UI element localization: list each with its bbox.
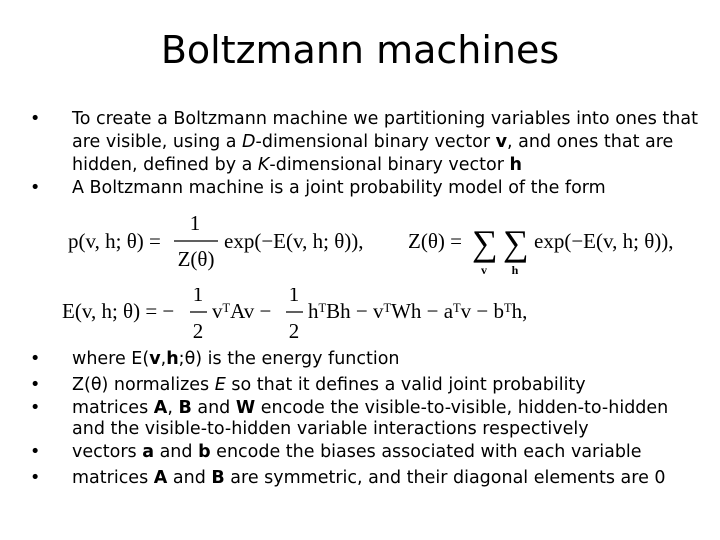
bullet-normalization [30, 373, 700, 399]
vector-v: v [495, 132, 508, 152]
matrix-B: B [211, 467, 225, 488]
detail-bullet-list [30, 347, 700, 491]
bullet-text: matrices [72, 467, 154, 488]
bullet-text: matrices [72, 398, 154, 418]
bullet-text: and [154, 442, 199, 462]
bullet-marker: • [30, 374, 41, 395]
matrix-A: A [153, 398, 168, 418]
energy-E: E [214, 374, 226, 395]
sum-index-v: v [481, 263, 487, 277]
intro-bullet-list [30, 108, 700, 200]
bullet-marker: • [30, 442, 41, 462]
sum-index-h: h [511, 263, 519, 277]
e-half1-numerator: 1 [192, 288, 204, 306]
bullet-text: vectors [72, 442, 143, 462]
probability-equation [68, 208, 708, 280]
p-fraction-numerator: 1 [189, 211, 201, 235]
vector-b: b [198, 442, 211, 462]
bullet-text: A Boltzmann machine is a joint probability model of the form [72, 178, 606, 198]
bullet-text: To create a Boltzmann machine we partitioning variables into ones that are visible, using a [72, 109, 698, 152]
dimension-D: D [242, 132, 256, 152]
matrix-A: A [153, 467, 168, 488]
bullet-text: where E( [72, 349, 150, 369]
bullet-marker: • [30, 349, 41, 369]
bullet-text: ;θ) is the energy function [178, 349, 400, 369]
bullet-marker: • [30, 178, 41, 198]
bullet-text: encode the biases associated with each variable [210, 442, 642, 462]
z-rhs: exp(−E(v, h; θ)), [534, 229, 674, 253]
bullet-text: and [191, 398, 236, 418]
bullet-marker: • [30, 467, 41, 488]
p-fraction-denominator: Z(θ) [177, 247, 215, 271]
bullet-interaction-matrices [30, 398, 700, 440]
e-half1-denominator: 2 [192, 319, 204, 343]
bullet-marker: • [30, 109, 41, 129]
e-term2: hᵀBh − vᵀWh − aᵀv − bᵀh, [308, 299, 528, 323]
bullet-text: , and ones that are hidden, defined by a [72, 132, 674, 175]
bullet-energy-function [30, 347, 700, 373]
vector-v: v [149, 349, 161, 369]
bullet-text: Z(θ) normalizes [72, 374, 215, 395]
vector-h: h [166, 349, 179, 369]
slide-title: Boltzmann machines [160, 28, 560, 72]
bullet-symmetric-matrices [30, 466, 700, 492]
e-lhs: E(v, h; θ) = − [62, 299, 175, 323]
sum-symbol-v: ∑ [472, 223, 498, 263]
vector-h: h [509, 155, 522, 175]
vector-a: a [142, 442, 155, 462]
bullet-text: and [167, 467, 212, 488]
bullet-text: are symmetric, and their diagonal elements are 0 [224, 467, 666, 488]
sum-symbol-h: ∑ [503, 223, 529, 263]
matrix-W: W [235, 398, 256, 418]
energy-equation [62, 288, 622, 346]
bullet-text: , [160, 349, 167, 369]
p-lhs: p(v, h; θ) = [68, 229, 161, 253]
bullet-text: -dimensional binary vector [255, 132, 496, 152]
bullet-text: so that it defines a valid joint probability [225, 374, 586, 395]
matrix-B: B [178, 398, 192, 418]
dimension-K: K [257, 155, 270, 175]
bullet-text: , [167, 398, 179, 418]
p-rhs: exp(−E(v, h; θ)), [224, 229, 364, 253]
bullet-partition-variables [30, 108, 700, 177]
z-lhs: Z(θ) = [408, 229, 462, 253]
bullet-text: -dimensional binary vector [269, 155, 510, 175]
bullet-joint-probability [30, 177, 700, 200]
bullet-bias-vectors [30, 440, 700, 466]
e-half2-numerator: 1 [288, 288, 300, 306]
bullet-marker: • [30, 398, 41, 418]
bullet-text: encode the visible-to-visible, hidden-to-hidden and the visible-to-hidden variable interactions respectively [72, 398, 669, 439]
e-half2-denominator: 2 [288, 319, 300, 343]
e-term1: vᵀAv − [212, 299, 272, 323]
